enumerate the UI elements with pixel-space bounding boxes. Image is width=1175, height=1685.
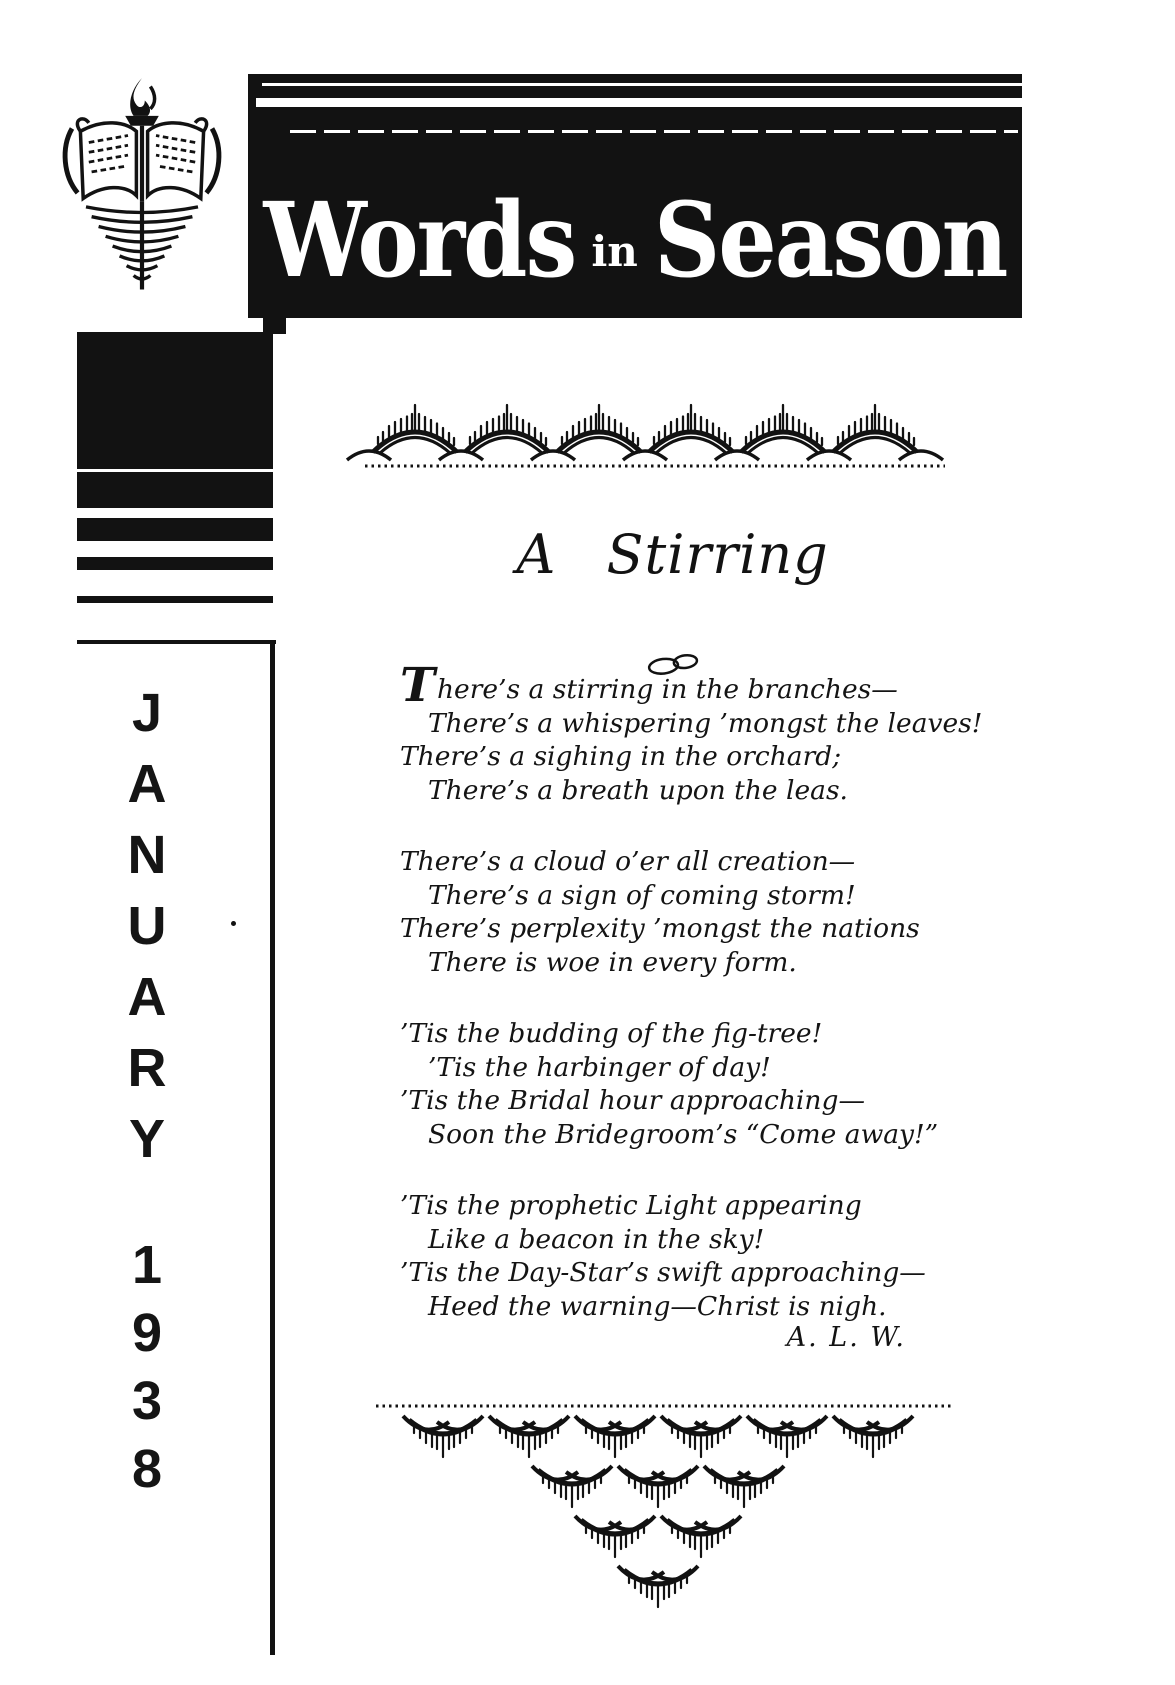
year-digit: 9 [131, 1303, 163, 1363]
masthead-title [248, 179, 1022, 301]
poem-body [400, 658, 983, 1361]
poem-stanza [400, 1017, 958, 1151]
vertical-rule [270, 640, 275, 1655]
poem-attribution: A. L. W. [786, 1322, 906, 1353]
drop-cap: T [400, 658, 435, 713]
poem-line: There’s a sighing in the orchard; [400, 741, 842, 772]
month-letter: U [127, 896, 167, 956]
poem-line: ’Tis the budding of the fig-tree! [400, 1018, 823, 1049]
year-digit: 3 [131, 1371, 163, 1431]
poem-line: Like a beacon in the sky! [428, 1223, 765, 1255]
year-digit: 1 [131, 1235, 163, 1295]
sidebar-bar-3 [77, 518, 273, 541]
poem-line: ’Tis the Bridal hour approaching— [400, 1085, 865, 1116]
poem-line: ’Tis the prophetic Light appearing [400, 1190, 862, 1221]
sidebar-bar-4 [77, 557, 273, 570]
poem-stanza [400, 1189, 958, 1323]
sidebar-bar-1 [77, 332, 273, 469]
masthead-word-in: in [591, 227, 638, 276]
masthead-banner [248, 74, 1022, 318]
poem-line: ’Tis the Day-Star’s swift approaching— [400, 1257, 926, 1288]
poem-title: A Stirring [516, 523, 829, 586]
poem-stanza [400, 845, 958, 979]
month-letter: N [127, 825, 167, 885]
issue-month [99, 683, 195, 1169]
rising-sun-border-icon [365, 398, 945, 472]
year-digit: 8 [131, 1439, 163, 1499]
poem-line: Heed the warning—Christ is nigh. [428, 1290, 887, 1322]
poem-line: ’Tis the harbinger of day! [428, 1051, 771, 1083]
poem-line: There’s a whispering ’mongst the leaves! [428, 707, 983, 739]
stray-dot [231, 921, 236, 926]
masthead-word-season: Season [653, 179, 1007, 301]
banner-rule-band [256, 98, 1022, 107]
poem-line: There’s a cloud o’er all creation— [400, 846, 856, 877]
poem-line: There’s a breath upon the leas. [428, 774, 848, 806]
horizontal-rule [77, 640, 276, 644]
month-letter: A [127, 967, 167, 1027]
banner-rule-broken [290, 130, 1018, 133]
banner-rule-top [262, 83, 1022, 86]
month-letter: R [127, 1038, 167, 1098]
issue-year [99, 1235, 195, 1499]
poem-stanza [400, 658, 983, 807]
sidebar-bar-2 [77, 472, 273, 508]
month-letter: A [127, 754, 167, 814]
open-book-flame-icon [58, 68, 226, 308]
sidebar-bar-5 [77, 596, 273, 603]
masthead-word-words: Words [263, 179, 576, 301]
poem-line: There is woe in every form. [428, 946, 797, 978]
poem-line: There’s a sign of coming storm! [428, 879, 856, 911]
poem-line: There’s perplexity ’mongst the nations [400, 913, 920, 944]
poem-line [400, 658, 958, 713]
poem-line: Soon the Bridegroom’s “Come away!” [428, 1118, 939, 1150]
scallop-fringe-pyramid-icon [376, 1400, 954, 1625]
month-letter: Y [128, 1109, 166, 1169]
poem-line-text: here’s a stirring in the branches— [436, 674, 898, 705]
month-letter: J [131, 683, 163, 743]
